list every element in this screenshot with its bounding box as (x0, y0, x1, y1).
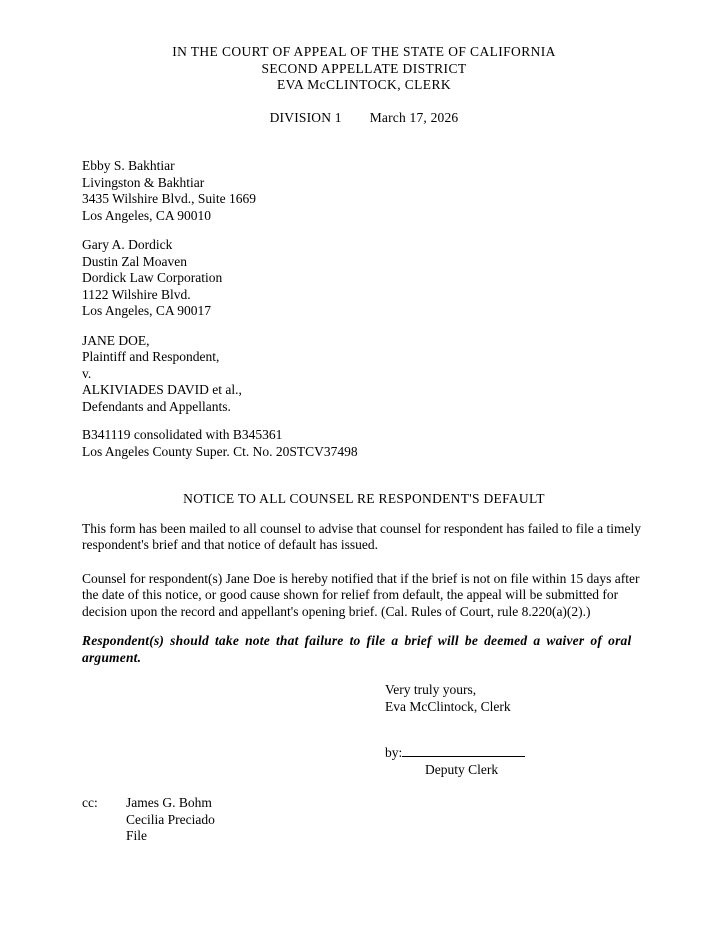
court-name: IN THE COURT OF APPEAL OF THE STATE OF CALIFORNIA (172, 44, 556, 59)
division-date-line (82, 110, 646, 127)
recipient-line: Dustin Zal Moaven (82, 253, 187, 269)
by-label: by: (385, 745, 403, 760)
caption-versus: v. (82, 365, 92, 381)
appellate-case-number: B341119 consolidated with B345361 (82, 427, 283, 442)
recipient-line: Livingston & Bakhtiar (82, 174, 205, 190)
recipient-line: Ebby S. Bakhtiar (82, 158, 175, 173)
clerk-signature-name: Eva McClintock, Clerk (385, 698, 511, 714)
division-label: DIVISION 1 (269, 109, 342, 125)
caption-plaintiff-role: Plaintiff and Respondent, (82, 349, 220, 364)
district-name: SECOND APPELLATE DISTRICT (261, 60, 467, 76)
recipient-line: Los Angeles, CA 90017 (82, 303, 212, 318)
notice-paragraph-2: Counsel for respondent(s) Jane Doe is hereby notified that if the brief is not on file within 15 days after the date of this notice, or good cause shown for relief from default, the appeal will be submitted for decision upon the record and appellant's opening brief. (Cal. Rules of Court, rule 8.220(a)(2).) (82, 570, 640, 619)
cc-label: cc: (82, 795, 98, 810)
caption-plaintiff: JANE DOE, (82, 332, 150, 348)
notice-paragraph-1: This form has been mailed to all counsel to advise that counsel for respondent has failed to file a timely respondent's brief and that notice of default has issued. (82, 520, 641, 552)
cc-block (82, 795, 646, 845)
deputy-clerk-title: Deputy Clerk (425, 761, 499, 777)
cc-name: File (126, 828, 148, 843)
caption-defendant: ALKIVIADES DAVID et al., (82, 382, 242, 397)
case-caption (82, 333, 646, 416)
recipient-line: 3435 Wilshire Blvd., Suite 1669 (82, 191, 256, 206)
recipient-line: Gary A. Dordick (82, 237, 173, 252)
recipient-line: Los Angeles, CA 90010 (82, 207, 212, 223)
signature-block (385, 682, 646, 778)
closing-line: Very truly yours, (385, 682, 477, 697)
recipient-block-2 (82, 237, 646, 320)
recipient-block-1 (82, 158, 646, 224)
recipient-line: Dordick Law Corporation (82, 270, 223, 285)
notice-title: NOTICE TO ALL COUNSEL RE RESPONDENT'S DEFAULT (183, 491, 545, 506)
cc-name: Cecilia Preciado (126, 811, 215, 827)
caption-defendant-role: Defendants and Appellants. (82, 398, 231, 414)
notice-date: March 17, 2026 (369, 109, 459, 125)
superior-court-number: Los Angeles County Super. Ct. No. 20STCV37498 (82, 443, 358, 459)
clerk-name: EVA McCLINTOCK, CLERK (276, 77, 452, 92)
cc-name: James G. Bohm (126, 795, 212, 810)
notice-emphasis: Respondent(s) should take note that failure to file a brief will be deemed a waiver of oral argument. (82, 633, 632, 665)
recipient-line: 1122 Wilshire Blvd. (82, 286, 191, 302)
cc-names (126, 795, 215, 845)
signature-line (402, 744, 525, 757)
case-numbers (82, 427, 646, 460)
court-header (82, 44, 646, 94)
by-line (385, 744, 646, 762)
